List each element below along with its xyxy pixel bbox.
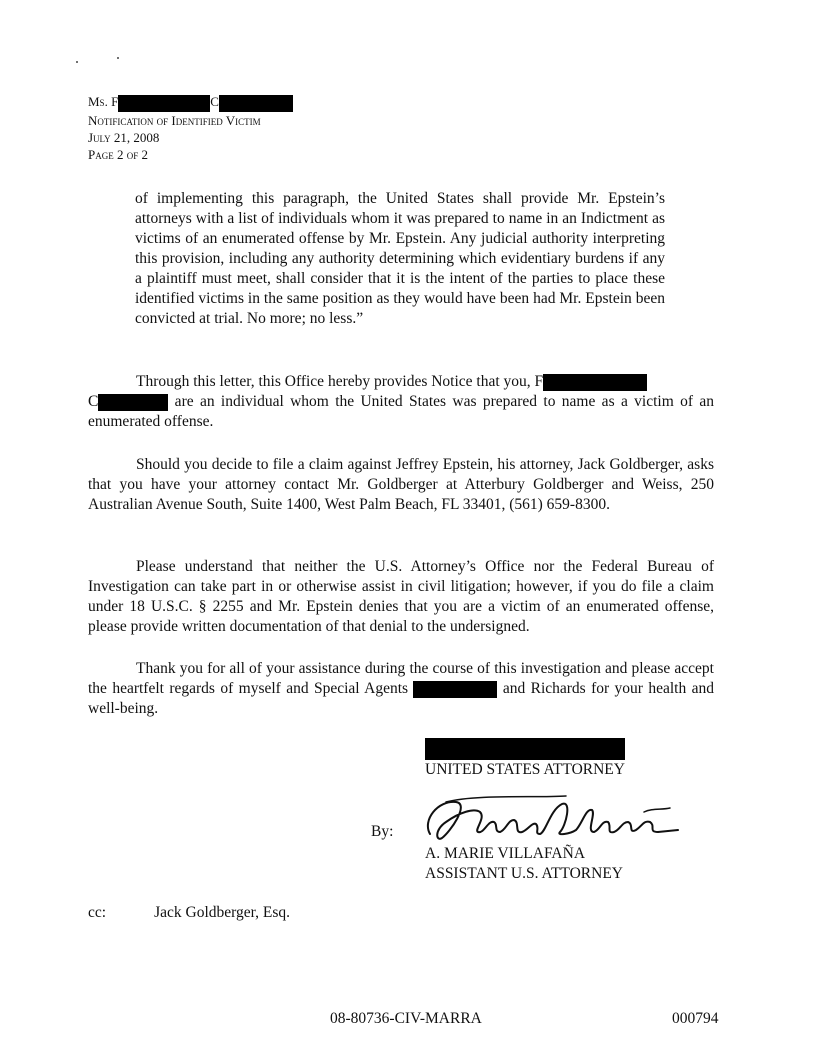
cc-recipient: Jack Goldberger, Esq. xyxy=(154,904,291,921)
thanks-text: Thank you for all of your assistance during the course of this investigation and please accept the heartfelt regards of myself and Special Agents xyxy=(88,660,714,697)
by-label: By: xyxy=(371,823,394,840)
page-indicator: Page 2 of 2 xyxy=(88,146,148,162)
notice-text: Through this letter, this Office hereby provides Notice that you, F xyxy=(136,373,544,390)
quoted-agreement-text: of implementing this paragraph, the United States shall provide Mr. Epstein’s attorneys with a list of individuals whom it was prepared to name in an Indictment as victims of an enumerated offense by Mr. Epstein. Any judicial authority interpreting this provision, including any authority determining which evidentiary burdens if any a plaintiff must meet, shall consider that it is the intent of the parties to place these identified victims in the same position as they would have been had Mr. Epstein been convicted at trial. No more; no less.” xyxy=(135,190,665,327)
notice-initial: C xyxy=(88,393,99,410)
letter-date: July 21, 2008 xyxy=(88,129,160,145)
scan-speck xyxy=(117,57,119,59)
bates-number: 000794 xyxy=(672,1010,719,1027)
letter-subject: Notification of Identified Victim xyxy=(88,112,261,128)
claim-paragraph xyxy=(88,455,714,515)
thanks-paragraph xyxy=(88,659,714,719)
case-number: 08-80736-CIV-MARRA xyxy=(330,1010,482,1027)
notice-paragraph xyxy=(88,372,714,432)
cc-line xyxy=(88,904,290,922)
redaction-box xyxy=(543,374,647,391)
scan-speck xyxy=(76,61,78,63)
claim-text: Should you decide to file a claim against Jeffrey Epstein, his attorney, Jack Goldberger, asks that you have your attorney contact Mr. Goldberger at Atterbury Goldberger and Weiss, 250 Australian Avenue South, Suite 1400, West Palm Beach, FL 33401, (561) 659-8300. xyxy=(88,456,714,513)
signer-title: ASSISTANT U.S. ATTORNEY xyxy=(425,865,623,882)
redaction-box xyxy=(118,95,210,112)
redaction-box xyxy=(413,681,497,698)
addressee-initial: C xyxy=(210,94,219,109)
cc-label: cc: xyxy=(88,904,107,921)
us-attorney-title: UNITED STATES ATTORNEY xyxy=(425,761,625,778)
understand-text: Please understand that neither the U.S. Attorney’s Office nor the Federal Bureau of Investigation can take part in or otherwise assist in civil litigation; however, if you do file a claim under 18 U.S.C. § 2255 and Mr. Epstein denies that you are a victim of an enumerated offense, please provide written documentation of that denial to the undersigned. xyxy=(88,558,714,635)
addressee-line xyxy=(88,93,293,112)
addressee-prefix: Ms. F xyxy=(88,94,119,109)
handwritten-signature xyxy=(416,790,696,850)
signer-name: A. MARIE VILLAFAÑA xyxy=(425,845,586,862)
signer-block xyxy=(425,844,623,884)
redaction-box xyxy=(219,95,293,112)
letter-header xyxy=(88,93,293,163)
notice-text-end: are an individual whom the United States was prepared to name as a victim of an enumerated offense. xyxy=(88,393,714,430)
understand-paragraph xyxy=(88,557,714,637)
redaction-box xyxy=(98,394,168,411)
redaction-box xyxy=(425,738,625,760)
thanks-text-end: and Richards for your health and well-being. xyxy=(88,680,714,717)
